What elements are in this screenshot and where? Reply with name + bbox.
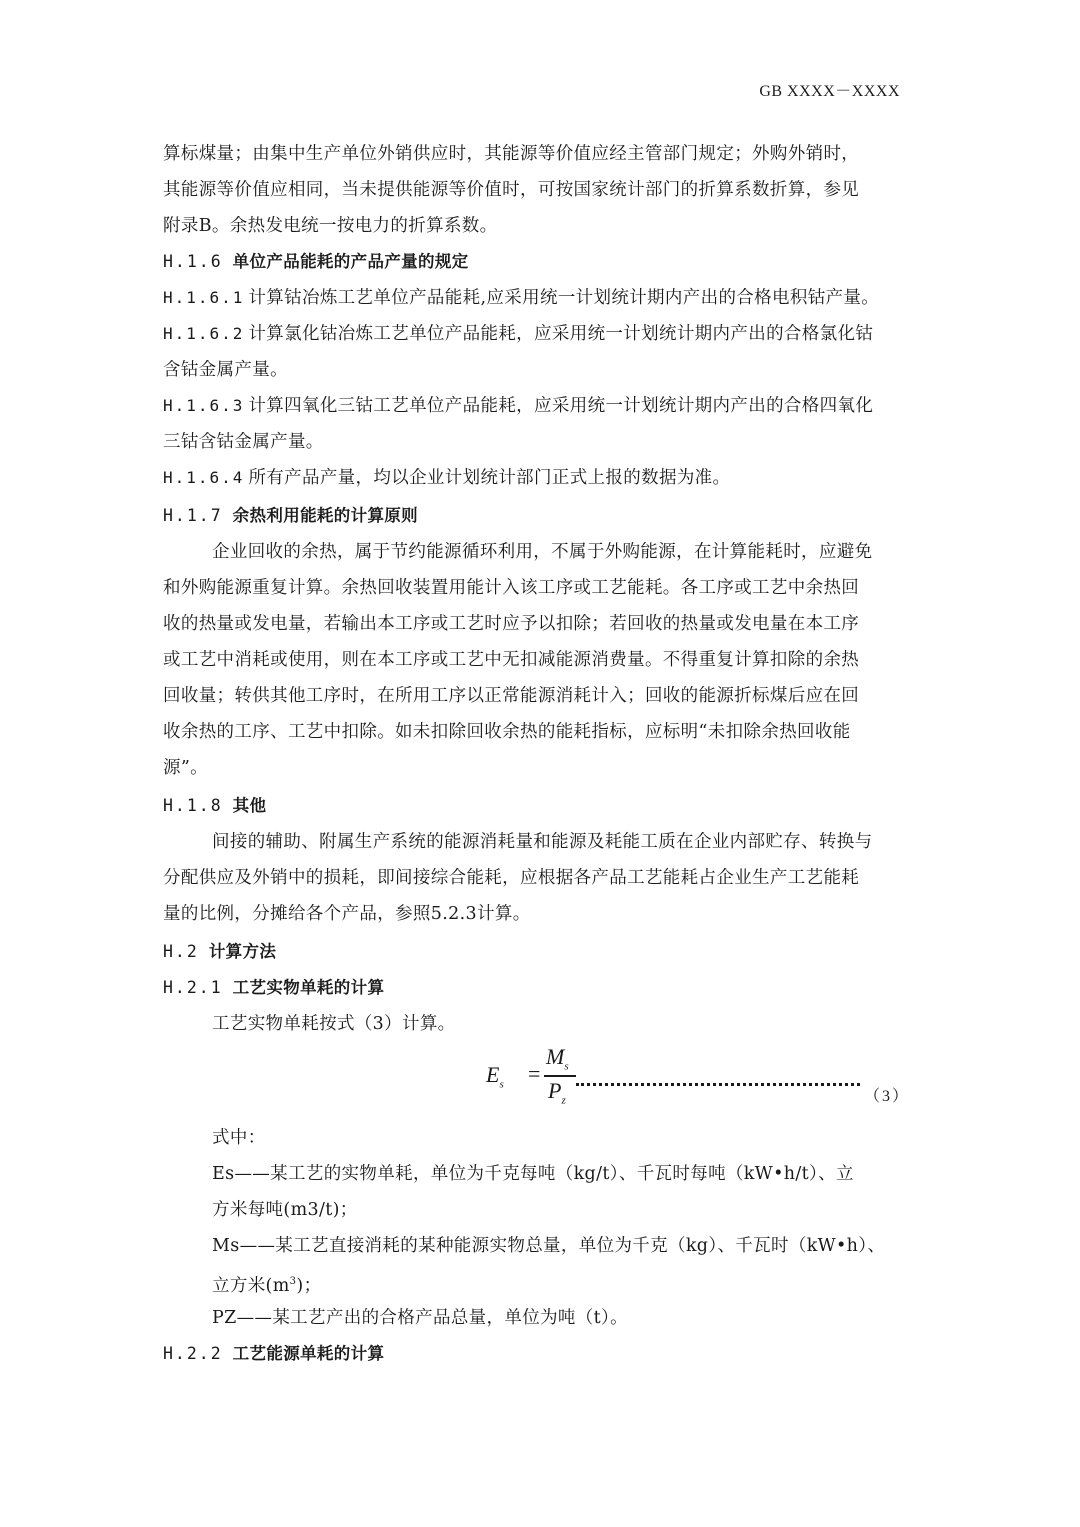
clause-number: H.1.6.3	[163, 396, 245, 415]
body-text-line: 间接的辅助、附属生产系统的能源消耗量和能源及耗能工质在企业内部贮存、转换与	[212, 832, 873, 852]
section-heading-h121	[163, 970, 919, 1006]
body-text-line: 或工艺中消耗或使用，则在本工序或工艺中无扣减能源消费量。不得重复计算扣除的余热	[163, 650, 860, 670]
clause-h1164	[163, 460, 919, 496]
where-label: 式中：	[212, 1128, 266, 1148]
formula-intro: 工艺实物单耗按式（3）计算。	[212, 1014, 456, 1034]
body-text-line: 含钴金属产量。	[163, 360, 288, 380]
clause-h1163	[163, 388, 919, 424]
formula-denominator: $P_z$	[548, 1078, 566, 1107]
clause-number: H.1.6.2	[163, 324, 245, 343]
clause-text: 计算钴冶炼工艺单位产品能耗,应采用统一计划统计期内产出的合格电积钴产量。	[248, 288, 880, 308]
section-number: H.1.8	[163, 796, 223, 815]
section-title: 计算方法	[208, 942, 277, 961]
section-title: 其他	[232, 796, 267, 815]
formula-3	[486, 1040, 906, 1110]
section-title: 单位产品能耗的产品产量的规定	[232, 252, 469, 271]
formula-numerator: $M_s$	[546, 1044, 569, 1073]
formula-lhs: $E_s$	[486, 1062, 504, 1091]
section-heading-h116	[163, 244, 919, 280]
section-number: H.1.6	[163, 252, 223, 271]
body-text-line: 方米每吨(m3/t)；	[212, 1200, 358, 1220]
body-text-line: 回收量；转供其他工序时，在所用工序以正常能源消耗计入；回收的能源折标煤后应在回	[163, 686, 860, 706]
clause-h1162	[163, 316, 919, 352]
clause-text: 所有产品产量，均以企业计划统计部门正式上报的数据为准。	[248, 468, 731, 488]
section-heading-h117	[163, 498, 919, 534]
body-text-line: 量的比例，分摊给各个产品，参照5.2.3计算。	[163, 904, 531, 924]
body-text-line: 企业回收的余热，属于节约能源循环利用，不属于外购能源，在计算能耗时，应避免	[212, 542, 873, 562]
body-text-line: 和外购能源重复计算。余热回收装置用能计入该工序或工艺能耗。各工序或工艺中余热回	[163, 578, 860, 598]
formula-equals: =	[528, 1061, 541, 1086]
clause-text: 计算四氧化三钴工艺单位产品能耗，应采用统一计划统计期内产出的合格四氧化	[248, 396, 874, 416]
document-code: GB XXXX－XXXX	[759, 83, 900, 100]
clause-text: 计算氯化钴冶炼工艺单位产品能耗，应采用统一计划统计期内产出的合格氯化钴	[248, 324, 874, 344]
body-text-line: 分配供应及外销中的损耗，即间接综合能耗，应根据各产品工艺能耗占企业生产工艺能耗	[163, 868, 860, 888]
body-text-line: 收余热的工序、工艺中扣除。如未扣除回收余热的能耗指标，应标明“未扣除余热回收能	[163, 722, 851, 742]
section-title: 余热利用能耗的计算原则	[232, 506, 419, 525]
variable-pz-definition: PZ——某工艺产出的合格产品总量，单位为吨（t）。	[212, 1308, 628, 1328]
body-text-line: 算标煤量；由集中生产单位外销供应时，其能源等价值应经主管部门规定；外购外销时，	[163, 144, 860, 164]
clause-number: H.1.6.1	[163, 288, 245, 307]
variable-ms-definition: Ms——某工艺直接消耗的某种能源实物总量，单位为千克（kg）、千瓦时（kW•h）、	[212, 1236, 886, 1256]
body-text-line: 源”。	[163, 758, 208, 778]
section-title: 工艺能源单耗的计算	[232, 1344, 385, 1363]
dot-leader	[576, 1081, 860, 1086]
section-title: 工艺实物单耗的计算	[232, 978, 385, 997]
equation-number: （3）	[864, 1088, 911, 1105]
body-text-line: 三钴含钴金属产量。	[163, 432, 324, 452]
clause-number: H.1.6.4	[163, 468, 245, 487]
section-heading-h118	[163, 788, 919, 824]
section-number: H.2.1	[163, 978, 223, 997]
body-text-line: 立方米$(m^3)$；	[212, 1275, 322, 1296]
section-number: H.2	[163, 942, 199, 961]
variable-es-definition: Es——某工艺的实物单耗，单位为千克每吨（kg/t）、千瓦时每吨（kW•h/t）、立	[212, 1164, 854, 1184]
body-text-line: 附录B。余热发电统一按电力的折算系数。	[163, 216, 498, 236]
section-heading-h12	[163, 934, 919, 970]
section-number: H.2.2	[163, 1344, 223, 1363]
body-text-line: 其能源等价值应相同，当未提供能源等价值时，可按国家统计部门的折算系数折算，参见	[163, 180, 860, 200]
fraction-bar	[544, 1075, 576, 1077]
clause-h1161	[163, 280, 919, 316]
section-number: H.1.7	[163, 506, 223, 525]
section-heading-h122	[163, 1336, 919, 1372]
body-text-line: 收的热量或发电量，若输出本工序或工艺时应予以扣除；若回收的热量或发电量在本工序	[163, 614, 860, 634]
